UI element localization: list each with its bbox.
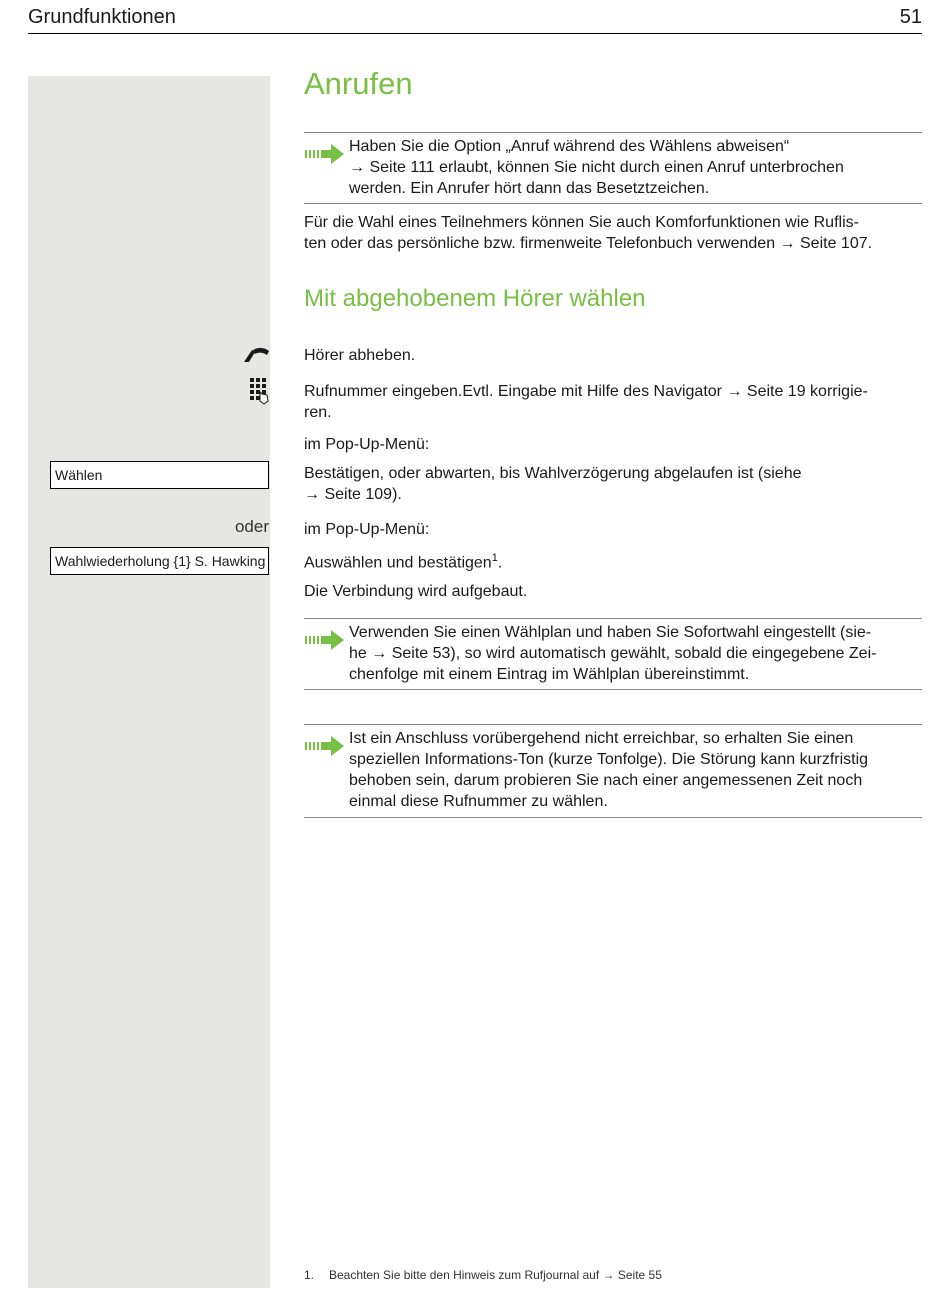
waehlen-softkey[interactable]: Wählen bbox=[50, 461, 269, 489]
ref-link[interactable]: Seite 53) bbox=[391, 645, 456, 662]
keypad-icon bbox=[248, 377, 270, 405]
note3-line2: speziellen Informations-Ton (kurze Tonfolge). Die Störung kann kurzfristig bbox=[349, 751, 869, 768]
footnote-number: 1. bbox=[304, 1268, 315, 1282]
confirm-line1: Bestätigen, oder abwarten, bis Wahlverzögerung abgelaufen ist (siehe bbox=[304, 465, 802, 482]
note3-line3: behoben sein, darum probieren Sie nach einer angemessenen Zeit noch bbox=[349, 772, 863, 789]
arrow-hint-icon bbox=[305, 734, 345, 758]
note3-line4: einmal diese Rufnummer zu wählen. bbox=[349, 793, 608, 810]
step-dial-text: Rufnummer eingeben.Evtl. Eingabe mit Hilfe des Navigator bbox=[304, 383, 727, 400]
step-dial-text-c: ren. bbox=[304, 404, 332, 421]
note2-line2-a: he bbox=[349, 645, 372, 662]
arrow-right-icon: → bbox=[349, 159, 370, 176]
select-text-main: Auswählen und bestätigen bbox=[304, 554, 492, 572]
arrow-right-icon: → bbox=[726, 383, 747, 400]
intro-line2: ten oder das persönliche bzw. firmenweite Telefonbuch verwenden bbox=[304, 235, 780, 252]
note2-line2-b: , so wird automatisch gewählt, sobald die eingegebene Zei- bbox=[455, 645, 877, 662]
footnote-ref: 1 bbox=[491, 552, 498, 564]
note1-line2: erlaubt, können Sie nicht durch einen Anruf unterbrochen bbox=[434, 159, 844, 176]
ref-link[interactable]: Seite 55 bbox=[617, 1268, 662, 1282]
step-dial-text-b: korrigie- bbox=[805, 383, 868, 400]
subsection-title: Mit abgehobenem Hörer wählen bbox=[304, 285, 646, 312]
step-lift: Hörer abheben. bbox=[304, 347, 416, 364]
ref-link[interactable]: Seite 19 bbox=[746, 383, 806, 400]
page-number: 51 bbox=[899, 6, 922, 28]
arrow-right-icon: → bbox=[304, 486, 325, 503]
note2-line1: Verwenden Sie einen Wählplan und haben Sie Sofortwahl eingestellt (sie- bbox=[349, 624, 872, 641]
note-box-2 bbox=[304, 618, 922, 690]
ref-link[interactable]: Seite 109). bbox=[324, 486, 402, 503]
sidebar bbox=[28, 76, 270, 1288]
select-text-end: . bbox=[497, 554, 503, 572]
popup-label-1: im Pop-Up-Menü: bbox=[304, 436, 430, 453]
step-dial bbox=[304, 381, 922, 423]
arrow-hint-icon bbox=[305, 628, 345, 652]
ref-link[interactable]: Seite 111 bbox=[369, 159, 435, 176]
footnote-text: Beachten Sie bitte den Hinweis zum Rufjournal auf bbox=[329, 1268, 603, 1282]
ref-link[interactable]: Seite 107. bbox=[800, 235, 873, 252]
footnote bbox=[304, 1268, 662, 1282]
popup-label-2: im Pop-Up-Menü: bbox=[304, 521, 430, 538]
connection-text: Die Verbindung wird aufgebaut. bbox=[304, 583, 528, 600]
select-text bbox=[304, 548, 922, 573]
note2-line3: chenfolge mit einem Eintrag im Wählplan übereinstimmt. bbox=[349, 666, 750, 683]
intro-paragraph bbox=[304, 212, 922, 254]
confirm-text bbox=[304, 463, 922, 505]
header-title: Grundfunktionen bbox=[28, 6, 176, 28]
section-title: Anrufen bbox=[304, 66, 413, 101]
arrow-right-icon: → bbox=[371, 645, 392, 662]
arrow-hint-icon bbox=[305, 142, 345, 166]
handset-lift-icon bbox=[242, 346, 270, 366]
oder-label: oder bbox=[234, 517, 269, 536]
redial-softkey[interactable]: Wahlwiederholung {1} S. Hawking bbox=[50, 547, 269, 575]
intro-line1: Für die Wahl eines Teilnehmers können Sie auch Komforfunktionen wie Ruflis- bbox=[304, 214, 859, 231]
arrow-right-icon: → bbox=[779, 235, 800, 252]
note1-line1: Haben Sie die Option „Anruf während des Wählens abweisen“ bbox=[349, 138, 790, 155]
header-rule bbox=[28, 33, 922, 34]
note-box-1 bbox=[304, 132, 922, 204]
note1-line3: werden. Ein Anrufer hört dann das Besetztzeichen. bbox=[349, 180, 710, 197]
arrow-right-icon: → bbox=[602, 1268, 618, 1282]
note3-line1: Ist ein Anschluss vorübergehend nicht erreichbar, so erhalten Sie einen bbox=[349, 730, 854, 747]
note-box-3 bbox=[304, 724, 922, 818]
